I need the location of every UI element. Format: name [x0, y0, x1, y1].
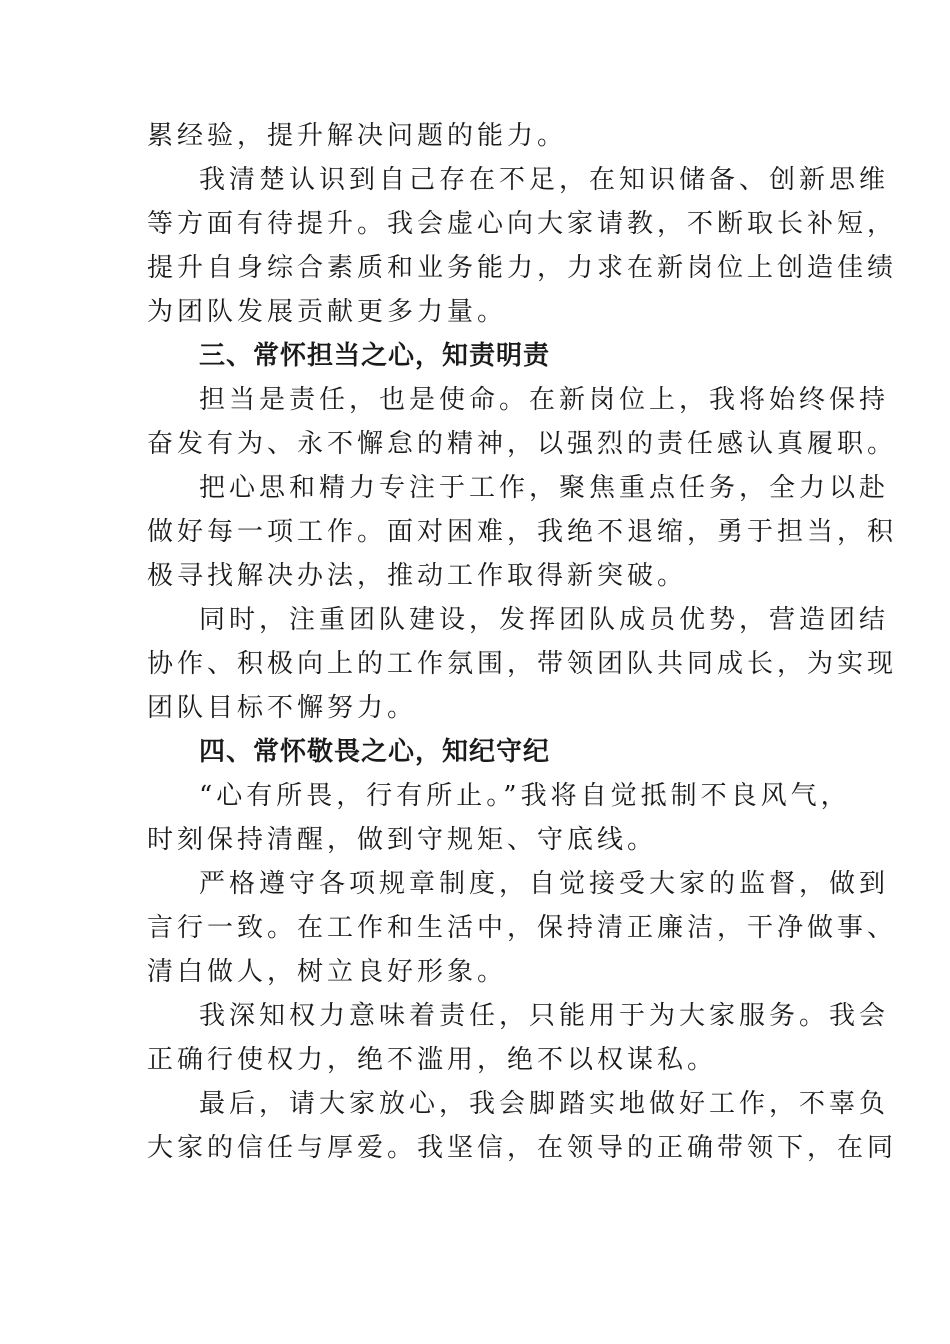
- text-line: 等方面有待提升。我会虚心向大家请教，不断取长补短，: [147, 209, 898, 239]
- paragraph-start-line: “心有所畏，行有所止。”我将自觉抵制不良风气，: [199, 781, 851, 811]
- text-line: 提升自身综合素质和业务能力，力求在新岗位上创造佳绩: [147, 253, 898, 283]
- text-line: 大家的信任与厚爱。我坚信，在领导的正确带领下，在同: [147, 1133, 898, 1163]
- text-line: 协作、积极向上的工作氛围，带领团队共同成长，为实现: [147, 649, 898, 679]
- text-line: 为团队发展贡献更多力量。: [147, 297, 508, 327]
- section-heading-4: 四、常怀敬畏之心，知纪守纪: [199, 737, 551, 767]
- text-line: 正确行使权力，绝不滥用，绝不以权谋私。: [147, 1045, 718, 1075]
- text-line: 累经验，提升解决问题的能力。: [147, 121, 568, 151]
- text-line: 言行一致。在工作和生活中，保持清正廉洁，干净做事、: [147, 913, 898, 943]
- text-line: 做好每一项工作。面对困难，我绝不退缩，勇于担当，积: [147, 517, 898, 547]
- text-line: 极寻找解决办法，推动工作取得新突破。: [147, 561, 688, 591]
- text-line: 清白做人，树立良好形象。: [147, 957, 508, 987]
- text-line: 时刻保持清醒，做到守规矩、守底线。: [147, 825, 658, 855]
- paragraph-start-line: 严格遵守各项规章制度，自觉接受大家的监督，做到: [199, 869, 890, 899]
- paragraph-start-line: 我深知权力意味着责任，只能用于为大家服务。我会: [199, 1001, 890, 1031]
- paragraph-start-line: 我清楚认识到自己存在不足，在知识储备、创新思维: [199, 165, 890, 195]
- paragraph-start-line: 担当是责任，也是使命。在新岗位上，我将始终保持: [199, 385, 890, 415]
- text-line: 奋发有为、永不懈怠的精神，以强烈的责任感认真履职。: [147, 429, 898, 459]
- paragraph-start-line: 把心思和精力专注于工作，聚焦重点任务，全力以赴: [199, 473, 890, 503]
- document-body: [147, 114, 898, 1170]
- paragraph-start-line: 同时，注重团队建设，发挥团队成员优势，营造团结: [199, 605, 890, 635]
- section-heading-3: 三、常怀担当之心，知责明责: [199, 341, 551, 371]
- paragraph-start-line: 最后，请大家放心，我会脚踏实地做好工作，不辜负: [199, 1089, 890, 1119]
- text-line: 团队目标不懈努力。: [147, 693, 418, 723]
